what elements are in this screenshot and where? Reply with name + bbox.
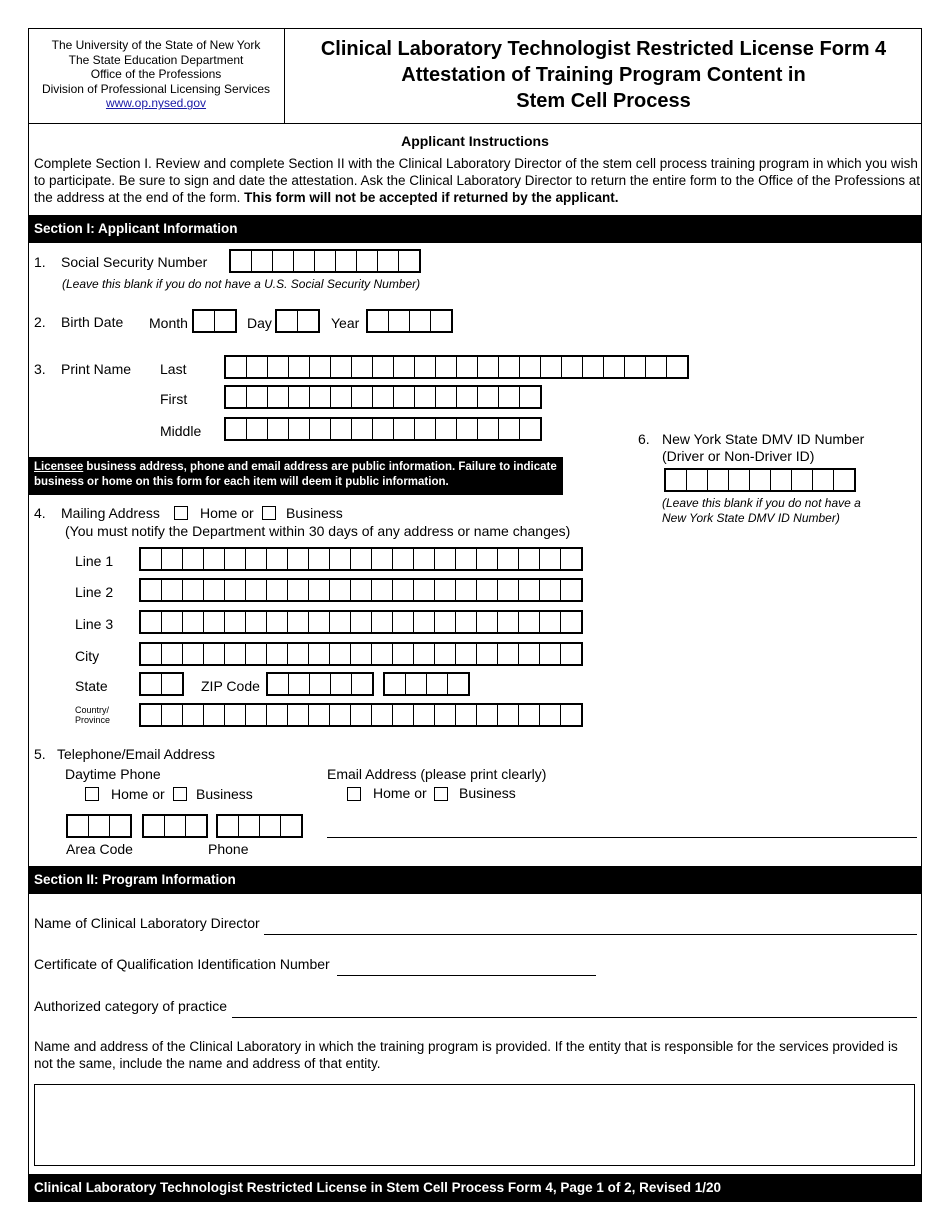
director-input[interactable] [264, 934, 917, 935]
dmv-sublabel: (Driver or Non-Driver ID) [662, 448, 815, 464]
lab-address-textarea[interactable] [34, 1084, 915, 1166]
dmv-id-input[interactable] [664, 468, 856, 492]
email-input[interactable] [327, 837, 917, 838]
form-title [285, 28, 922, 124]
notice-licensee: Licensee [34, 461, 84, 473]
mailing-business-label: Business [286, 505, 343, 521]
instructions-warning: This form will not be accepted if returned by the applicant. [244, 190, 619, 205]
item-number: 2. [34, 314, 46, 330]
birth-day-input[interactable] [275, 309, 320, 333]
address-line3-label: Line 3 [75, 616, 114, 632]
notice-text: business address, phone and email address are public information. Failure to indicate business or home on this form for each item will deem it public information. [34, 461, 557, 488]
area-code-input[interactable] [66, 814, 132, 838]
item-number: 5. [34, 746, 46, 762]
mailing-address-label: Mailing Address [61, 505, 160, 521]
lab-instructions: Name and address of the Clinical Laboratory in which the training program is provided. If the entity that is responsible for the services provided is not the same, include the name and address of that entity. [34, 1039, 898, 1071]
website-link[interactable]: www.op.nysed.gov [105, 96, 207, 111]
middle-name-input[interactable] [224, 417, 542, 441]
address-line1-input[interactable] [139, 547, 583, 571]
agency-line: The State Education Department [68, 52, 244, 67]
section1-header: Section I: Applicant Information [28, 215, 922, 243]
ssn-label: Social Security Number [61, 254, 208, 270]
country-input[interactable] [139, 703, 583, 727]
month-label: Month [149, 315, 188, 331]
birth-month-input[interactable] [192, 309, 237, 333]
dmv-label: New York State DMV ID Number [662, 431, 865, 447]
instructions-heading: Applicant Instructions [401, 133, 549, 149]
dmv-note: New York State DMV ID Number) [662, 511, 840, 525]
phone-line-input[interactable] [216, 814, 303, 838]
email-business-checkbox[interactable] [434, 787, 448, 801]
public-info-notice [28, 457, 563, 495]
instructions-text: Complete Section I. Review and complete Section II with the Clinical Laboratory Director of the stem cell process training program in which you wish to participate. Be sure to sign and date the attestation. Ask the Clinical Laboratory Director to return the entire form to the Office of the Professions at the address at the end of the form. [34, 156, 920, 205]
daytime-phone-label: Daytime Phone [65, 766, 161, 782]
first-name-input[interactable] [224, 385, 542, 409]
birth-date-label: Birth Date [61, 314, 124, 330]
year-label: Year [331, 315, 360, 331]
email-home-checkbox[interactable] [347, 787, 361, 801]
category-label: Authorized category of practice [34, 998, 227, 1014]
address-line1-label: Line 1 [75, 553, 114, 569]
dmv-note: (Leave this blank if you do not have a [662, 496, 861, 510]
instructions-body [34, 155, 920, 206]
country-label-line: Country/ [75, 705, 110, 715]
country-label [75, 705, 110, 725]
area-code-label: Area Code [66, 841, 133, 857]
state-input[interactable] [139, 672, 184, 696]
agency-line: Office of the Professions [90, 67, 222, 82]
agency-block [28, 28, 285, 124]
item-number: 4. [34, 505, 46, 521]
address-line3-input[interactable] [139, 610, 583, 634]
middle-name-label: Middle [160, 423, 202, 439]
address-change-note: (You must notify the Department within 30 days of any address or name changes) [65, 523, 571, 539]
certificate-label: Certificate of Qualification Identification Number [34, 956, 330, 972]
last-name-label: Last [160, 361, 187, 377]
certificate-input[interactable] [337, 975, 596, 976]
zip-input[interactable] [266, 672, 374, 696]
phone-prefix-input[interactable] [142, 814, 208, 838]
category-input[interactable] [232, 1017, 917, 1018]
zip-label: ZIP Code [201, 678, 260, 694]
item-number: 6. [638, 431, 650, 447]
birth-year-input[interactable] [366, 309, 453, 333]
email-label: Email Address (please print clearly) [327, 766, 547, 782]
print-name-label: Print Name [61, 361, 132, 377]
mailing-home-label: Home or [200, 505, 254, 521]
ssn-input[interactable] [229, 249, 421, 273]
agency-line: The University of the State of New York [51, 38, 261, 52]
address-line2-label: Line 2 [75, 584, 114, 600]
last-name-input[interactable] [224, 355, 689, 379]
state-label: State [75, 678, 108, 694]
agency-line: Division of Professional Licensing Services [41, 81, 271, 96]
telephone-email-label: Telephone/Email Address [57, 746, 215, 762]
item-number: 1. [34, 254, 46, 270]
phone-home-label: Home or [111, 786, 165, 802]
city-input[interactable] [139, 642, 583, 666]
title-line: Attestation of Training Program Content in [401, 64, 806, 86]
day-label: Day [247, 315, 272, 331]
form-footer: Clinical Laboratory Technologist Restricted License in Stem Cell Process Form 4, Page 1 of 2, Revised 1/20 [28, 1174, 922, 1202]
mailing-home-checkbox[interactable] [174, 506, 188, 520]
email-home-label: Home or [373, 785, 427, 801]
director-label: Name of Clinical Laboratory Director [34, 915, 260, 931]
zip-plus4-input[interactable] [383, 672, 470, 696]
title-line: Stem Cell Process [516, 90, 691, 112]
ssn-note: (Leave this blank if you do not have a U.S. Social Security Number) [62, 277, 421, 291]
email-business-label: Business [459, 785, 516, 801]
item-number: 3. [34, 361, 46, 377]
phone-label: Phone [208, 841, 249, 857]
country-label-line: Province [75, 715, 111, 725]
section2-header: Section II: Program Information [28, 866, 922, 894]
address-line2-input[interactable] [139, 578, 583, 602]
phone-home-checkbox[interactable] [85, 787, 99, 801]
mailing-business-checkbox[interactable] [262, 506, 276, 520]
phone-business-checkbox[interactable] [173, 787, 187, 801]
first-name-label: First [160, 391, 188, 407]
title-line: Clinical Laboratory Technologist Restricted License Form 4 [320, 38, 887, 60]
phone-business-label: Business [196, 786, 253, 802]
city-label: City [75, 648, 100, 664]
